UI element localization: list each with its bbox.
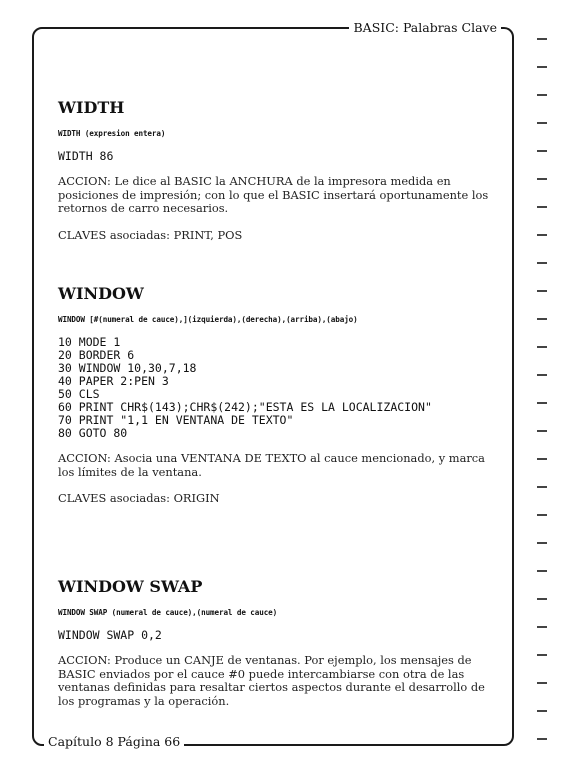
claves-text: CLAVES asociadas: PRINT, POS	[58, 227, 243, 242]
accion-text: ACCION: Asocia una VENTANA DE TEXTO al cauce mencionado, y marca los límites de la ventana.	[58, 451, 485, 479]
margin-tick	[537, 290, 547, 292]
section-width	[58, 98, 498, 242]
margin-tick	[537, 458, 547, 460]
margin-ticks	[537, 0, 557, 776]
margin-tick	[537, 402, 547, 404]
margin-tick	[537, 738, 547, 740]
section-window-swap	[58, 577, 498, 708]
margin-tick	[537, 150, 547, 152]
margin-tick	[537, 206, 547, 208]
margin-tick	[537, 318, 547, 320]
margin-tick	[537, 122, 547, 124]
margin-tick	[537, 654, 547, 656]
header-title: BASIC: Palabras Clave	[349, 20, 501, 35]
margin-tick	[537, 598, 547, 600]
accion-text: ACCION: Le dice al BASIC la ANCHURA de la impresora medida en posiciones de impresión; con lo que el BASIC insertará oportunamente los retornos de carro necesarios.	[58, 174, 489, 215]
margin-tick	[537, 682, 547, 684]
margin-tick	[537, 710, 547, 712]
margin-tick	[537, 262, 547, 264]
margin-tick	[537, 178, 547, 180]
margin-tick	[537, 346, 547, 348]
margin-tick	[537, 486, 547, 488]
claves-text: CLAVES asociadas: ORIGIN	[58, 491, 220, 505]
margin-tick	[537, 94, 547, 96]
code-example: 10 MODE 1 20 BORDER 6 30 WINDOW 10,30,7,18 40 PAPER 2:PEN 3 50 CLS 60 PRINT CHR$(143);CHR$(242);"ESTA ES LA LOCALIZACION" 70 PRINT "1,1 EN VENTANA DE TEXTO" 80 GOTO 80	[58, 335, 432, 440]
section-title: WINDOW	[58, 284, 144, 303]
section-title: WIDTH	[58, 98, 125, 117]
code-example: WIDTH 86	[58, 149, 114, 163]
section-window	[58, 284, 498, 505]
margin-tick	[537, 430, 547, 432]
syntax-line: WIDTH (expresion entera)	[58, 129, 166, 138]
code-example: WINDOW SWAP 0,2	[58, 628, 162, 642]
syntax-line: WINDOW [#(numeral de cauce),](izquierda),(derecha),(arriba),(abajo)	[58, 315, 358, 324]
section-title: WINDOW SWAP	[58, 577, 203, 596]
margin-tick	[537, 66, 547, 68]
margin-tick	[537, 542, 547, 544]
margin-tick	[537, 374, 547, 376]
footer-title: Capítulo 8 Página 66	[44, 734, 184, 749]
margin-tick	[537, 514, 547, 516]
syntax-line: WINDOW SWAP (numeral de cauce),(numeral de cauce)	[58, 608, 278, 617]
accion-text: ACCION: Produce un CANJE de ventanas. Por ejemplo, los mensajes de BASIC enviados por el cauce #0 puede intercambiarse con otra de las ventanas definidas para resaltar ciertos aspectos durante el desarrollo de los programas y la operación.	[58, 653, 485, 708]
margin-tick	[537, 234, 547, 236]
margin-tick	[537, 38, 547, 40]
margin-tick	[537, 570, 547, 572]
margin-tick	[537, 626, 547, 628]
